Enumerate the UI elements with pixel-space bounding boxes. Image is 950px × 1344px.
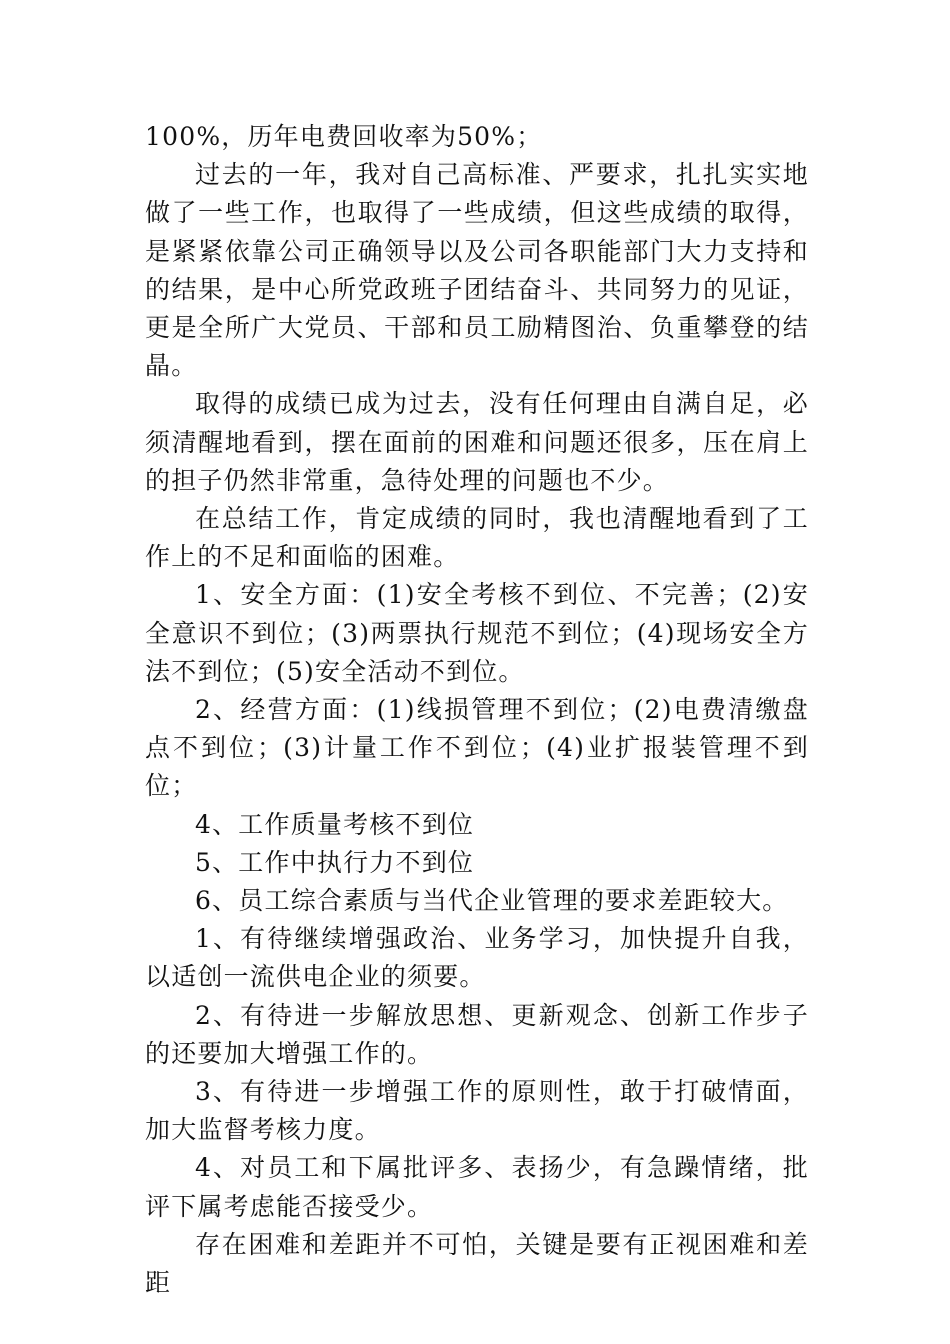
paragraph-8: 5、工作中执行力不到位	[195, 847, 475, 877]
paragraph-12: 3、有待进一步增强工作的原则性，敢于打破情面，加大监督考核力度。	[145, 1077, 809, 1145]
paragraph-3: 取得的成绩已成为过去，没有任何理由自满自足，必须清醒地看到，摆在面前的困难和问题还很多，压在肩上的担子仍然非常重，急待处理的问题也不少。	[145, 389, 809, 495]
paragraph-2: 过去的一年，我对自己高标准、严要求，扎扎实实地做了一些工作，也取得了一些成绩，但这些成绩的取得，是紧紧依靠公司正确领导以及公司各职能部门大力支持和的结果，是中心所党政班子团结奋斗、共同努力的见证，更是全所广大党员、干部和员工励精图治、负重攀登的结晶。	[145, 160, 809, 381]
paragraph-1: 100%，历年电费回收率为50%；	[145, 122, 543, 151]
paragraph-6: 2、经营方面：(1)线损管理不到位；(2)电费清缴盘点不到位；(3)计量工作不到位；(4)业扩报装管理不到位；	[145, 695, 809, 801]
paragraph-13: 4、对员工和下属批评多、表扬少，有急躁情绪，批评下属考虑能否接受少。	[145, 1153, 809, 1221]
paragraph-14: 存在困难和差距并不可怕，关键是要有正视困难和差距	[145, 1229, 809, 1298]
paragraph-7: 4、工作质量考核不到位	[195, 809, 475, 839]
paragraph-11: 2、有待进一步解放思想、更新观念、创新工作步子的还要加大增强工作的。	[145, 1000, 809, 1068]
paragraph-5: 1、安全方面：(1)安全考核不到位、不完善；(2)安全意识不到位；(3)两票执行规范不到位；(4)现场安全方法不到位；(5)安全活动不到位。	[145, 580, 809, 686]
document-body	[145, 118, 809, 1302]
paragraph-10: 1、有待继续增强政治、业务学习，加快提升自我，以适创一流供电企业的须要。	[145, 924, 809, 992]
paragraph-9: 6、员工综合素质与当代企业管理的要求差距较大。	[195, 886, 789, 916]
paragraph-4: 在总结工作，肯定成绩的同时，我也清醒地看到了工作上的不足和面临的困难。	[145, 504, 809, 572]
